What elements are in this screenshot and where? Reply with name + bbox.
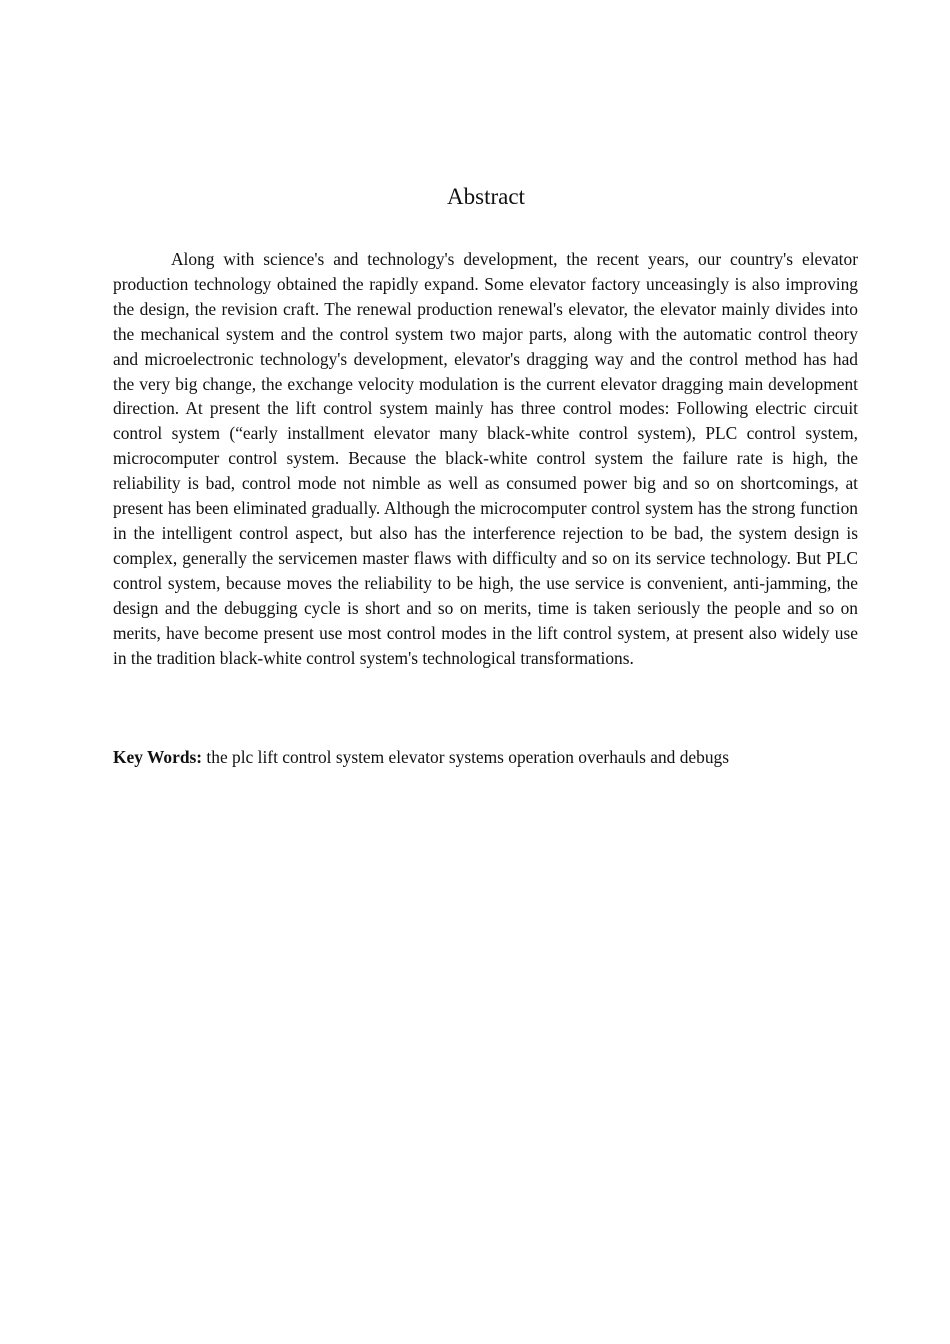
abstract-paragraph: Along with science's and technology's development, the recent years, our country's elevator production technology obtained the rapidly expand. Some elevator factory unceasingly is also improving the design, the revision craft. The renewal production renewal's elevator, the elevator mainly divides into the mechanical system and the control system two major parts, along with the automatic control theory and microelectronic technology's development, elevator's dragging way and the control method has had the very big change, the exchange velocity modulation is the current elevator dragging main development direction. At present the lift control system mainly has three control modes: Following electric circuit control system (“early installment elevator many black-white control system), PLC control system, microcomputer control system. Because the black-white control system the failure rate is high, the reliability is bad, control mode not nimble as well as consumed power big and so on shortcomings, at present has been eliminated gradually. Although the microcomputer control system has the strong function in the intelligent control aspect, but also has the interference rejection to be bad, the system design is complex, generally the servicemen master flaws with difficulty and so on its service technology. But PLC control system, because moves the reliability to be high, the use service is convenient, anti-jamming, the design and the debugging cycle is short and so on merits, time is taken seriously the people and so on merits, have become present use most control modes in the lift control system, at present also widely use in the tradition black-white control system's technological transformations. (113, 249, 858, 668)
page-title: Abstract (447, 184, 525, 209)
keywords-text: the plc lift control system elevator systems operation overhauls and debugs (206, 747, 729, 767)
keywords-label: Key Words: (113, 747, 203, 767)
keywords-line (113, 745, 858, 770)
